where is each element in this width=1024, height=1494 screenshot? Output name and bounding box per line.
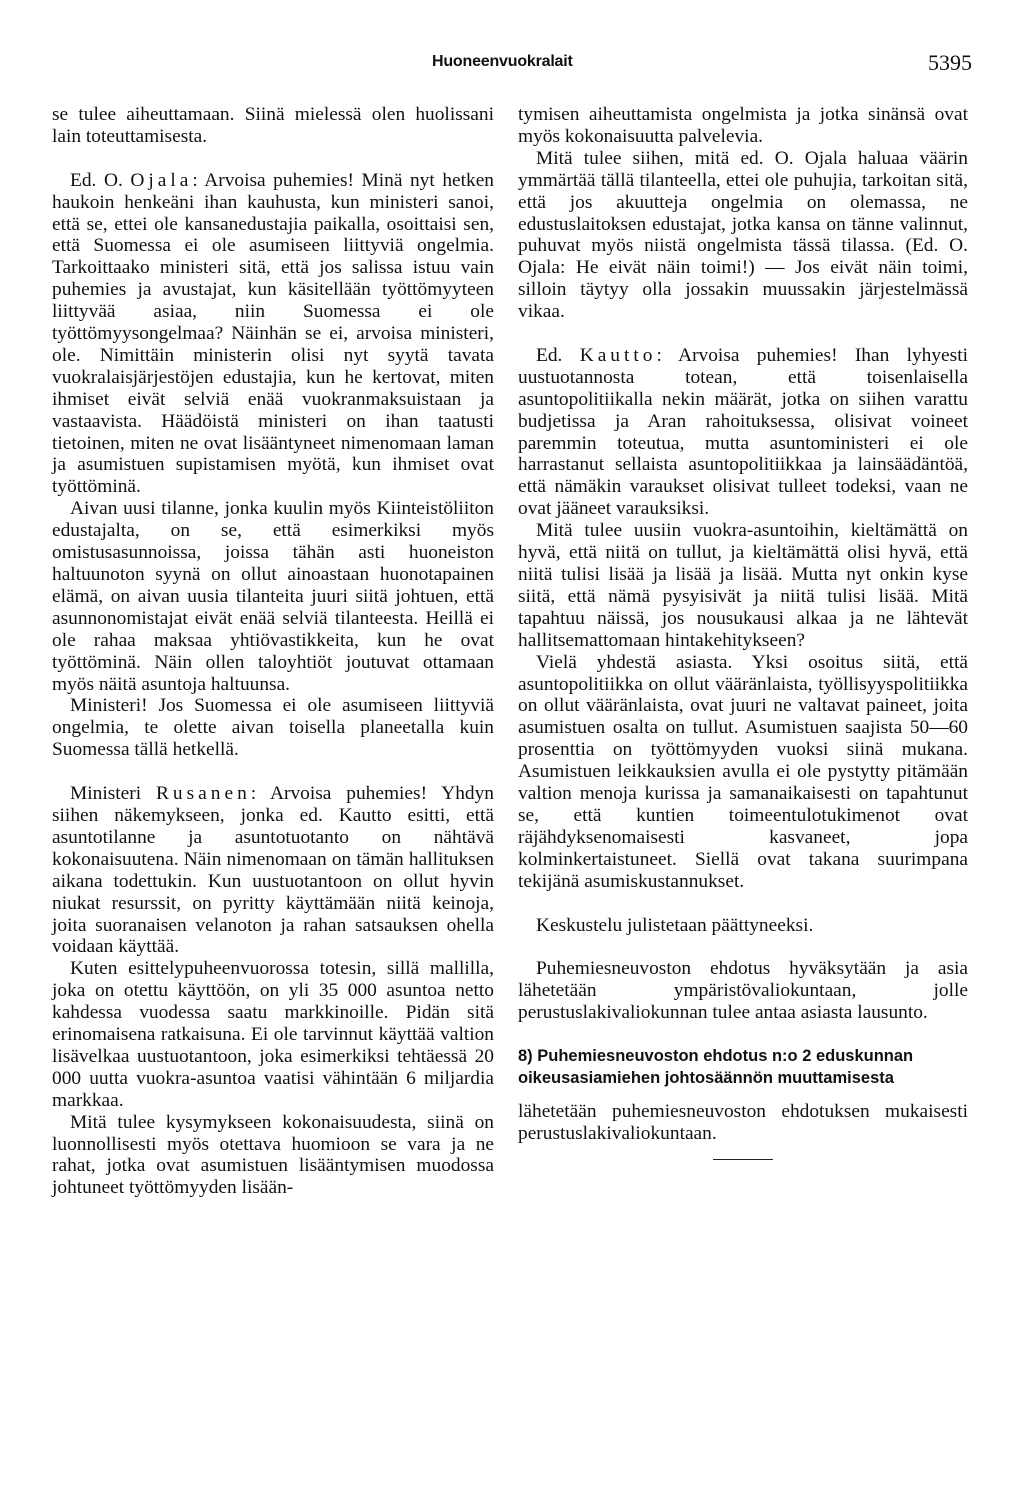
agenda-item-heading: 8) Puhemiesneuvoston ehdotus n:o 2 eduskunnan oikeusasiamiehen johtosäännön muuttamisesta: [518, 1046, 914, 1087]
left-column: [52, 104, 494, 1199]
speech-rusanen: [52, 783, 494, 958]
paragraph: lähetetään puhemiesneuvoston ehdotuksen mukaisesti perustuslakivaliokuntaan.: [518, 1100, 968, 1144]
right-column: [518, 104, 968, 1160]
running-title: Huoneenvuokralait: [432, 53, 573, 70]
page-number: 5395: [928, 50, 972, 75]
paragraph: Vielä yhdestä asiasta. Yksi osoitus siitä, että asuntopolitiikka on ollut vääränlaista, työllisyyspolitiikka on ollut vääränlaista, ovat juuri ne valtavat paineet, joita asumistuen osalta on tullut. Asumistuen saajista 50—60 prosenttia on työttömyyden vuoksi siinä mukana. Asumistuen leikkauksien avulla ei ole pystytty pitämään valtion menoja kurissa ja samanaikaisesti on tapahtunut se, että kuntien toimeentulotukimenot ovat räjähdyksenomaisesti kasvaneet, jopa kolminkertaistuneet. Siellä ovat takana suurimpana tekijänä asumiskustannukset.: [518, 651, 968, 892]
paragraph: Puhemiesneuvoston ehdotus hyväksytään ja asia lähetetään ympäristövaliokuntaan, jolle perustuslakivaliokunnan tulee antaa asiasta lausunto.: [518, 958, 968, 1024]
speaker-name: Kautto: [579, 344, 657, 366]
paragraph: Kuten esittelypuheenvuorossa totesin, sillä mallilla, joka on otettu käyttöön, on yli 35 000 asuntoa netto kahdessa vuodessa saatu markkinoille. Pidän sitä erinomaisena ratkaisuna. Ei ole tarvinnut käyttää valtion lisävelkaa uustuotantoon, joka esimerkiksi tehtäessä 20 000 uutta vuokra-asuntoa vaatisi vähintään 6 miljardia markkaa.: [52, 958, 494, 1111]
paragraph: tymisen aiheuttamista ongelmista ja jotka sinänsä ovat myös kokonaisuutta palvelevia.: [518, 104, 968, 147]
page-header: [52, 50, 972, 86]
speech-text: : Arvoisa puhemies! Yhdyn siihen näkemykseen, jonka ed. Kautto esitti, että asuntotilanne ja asuntotuotanto on nähtävä kokonaisuutena. Näin nimenomaan on tämän hallituksen aikana todettukin. Kun uustuotantoon on ollut hyvin niukat resurssit, on pyritty käyttämään niitä keinoja, joita suoranaisen velanoton ja rahan satsauksen ohella voidaan käyttää.: [52, 783, 494, 958]
speaker-prefix: Ed.: [536, 344, 580, 366]
paragraph: Mitä tulee siihen, mitä ed. O. Ojala haluaa väärin ymmärtää tällä tilanteella, ettei ole puhujia, tarkoitan sitä, että jos akuutteja ongelmia on olemassa, ne edustuslaitoksen edustajat, jotka kansa on tänne valinnut, puhuvat myös niistä ongelmista tässä tilassa. (Ed. O. Ojala: He eivät näin toimi!) — Jos eivät näin toimi, silloin täytyy olla jossakin muussakin järjestelmässä vikaa.: [518, 147, 968, 323]
paragraph: Mitä tulee kysymykseen kokonaisuudesta, siinä on luonnollisesti myös otettava huomioon se vara ja ne rahat, jotka ovat asumistuen lisääntymisen muodossa johtuneet työttömyyden lisään-: [52, 1111, 494, 1199]
speech-kautto: [518, 345, 968, 520]
section-rule: [713, 1159, 773, 1160]
speaker-prefix: Ministeri: [70, 783, 156, 805]
paragraph: Aivan uusi tilanne, jonka kuulin myös Kiinteistöliiton edustajalta, on se, että esimerkiksi myös omistusasunnoissa, joissa tähän asti huoneiston haltuunoton syynä on ollut ainoastaan huonotapainen elämä, on aivan uusia tilanteita juuri siitä johtuen, että asunnonomistajat eivät enää selviä tilanteesta. Heillä ei ole rahaa maksaa yhtiövastikkeita, kun he ovat työttöminä. Näin ollen taloyhtiöt joutuvat ottamaan myös näitä asuntoja haltuunsa.: [52, 498, 494, 695]
speech-ojala: [52, 170, 494, 499]
speaker-name: Ojala: [130, 169, 193, 191]
speaker-prefix: Ed. O.: [70, 169, 131, 191]
speaker-name: Rusanen: [156, 783, 251, 805]
speech-text: : Arvoisa puhemies! Minä nyt hetken haukoin henkeäni ihan kauhusta, kun ministeri sanoi, että se, ettei ole kansanedustajia paikalla, osoittaisi sen, että Suomessa ei ole asumiseen liittyviä ongelmia. Tarkoittaako ministeri sitä, että jos salissa istuu vain puhemies ja avustajat, kun käsitellään työttömyyteen liittyvää asiaa, niin Suomessa ei ole työttömyysongelmaa? Näinhän se ei, arvoisa ministeri, ole. Nimittäin ministerin olisi nyt syytä tavata vuokralaisjärjestöjen edustajia, kun he kertovat, miten ihmiset eivät selviä enää vuokranmaksuistaan ja vastaavista. Häädöistä ministeri on ihan taatusti tietoinen, miten ne ovat lisääntyneet nimenomaan laman ja asumistuen supistamisen myötä, kun ihmiset ovat työttöminä.: [52, 169, 494, 498]
paragraph: Keskustelu julistetaan päättyneeksi.: [536, 914, 814, 936]
paragraph: se tulee aiheuttamaan. Siinä mielessä olen huolissani lain toteuttamisesta.: [52, 104, 494, 147]
paragraph: Mitä tulee uusiin vuokra-asuntoihin, kieltämättä on hyvä, että niitä on tullut, ja kieltämättä olisi hyvä, että niitä tulisi lisää ja lisää ja lisää. Mutta nyt onkin kyse siitä, että nämä pysyisivät ja niitä tulisi lisää. Mitä tapahtuu näissä, jos nousukausi alkaa ja ne lähtevät hallitsemattomaan hintakehitykseen?: [518, 520, 968, 651]
paragraph: Ministeri! Jos Suomessa ei ole asumiseen liittyviä ongelmia, te olette aivan toisella planeetalla kuin Suomessa tällä hetkellä.: [52, 695, 494, 761]
speech-text: : Arvoisa puhemies! Ihan lyhyesti uustuotannosta totean, että toisenlaisella asuntopolitiikalla nekin määrät, jotka on siihen varattu budjetissa ja Aran rahoituksessa, olisivat voineet paremmin toteutua, mutta asuntoministeri ei ole harrastanut sellaista asuntopolitiikkaa ja lainsäädäntöä, että nämäkin varaukset olisivat tulleet todeksi, vaan ne ovat jääneet varauksiksi.: [518, 344, 968, 520]
